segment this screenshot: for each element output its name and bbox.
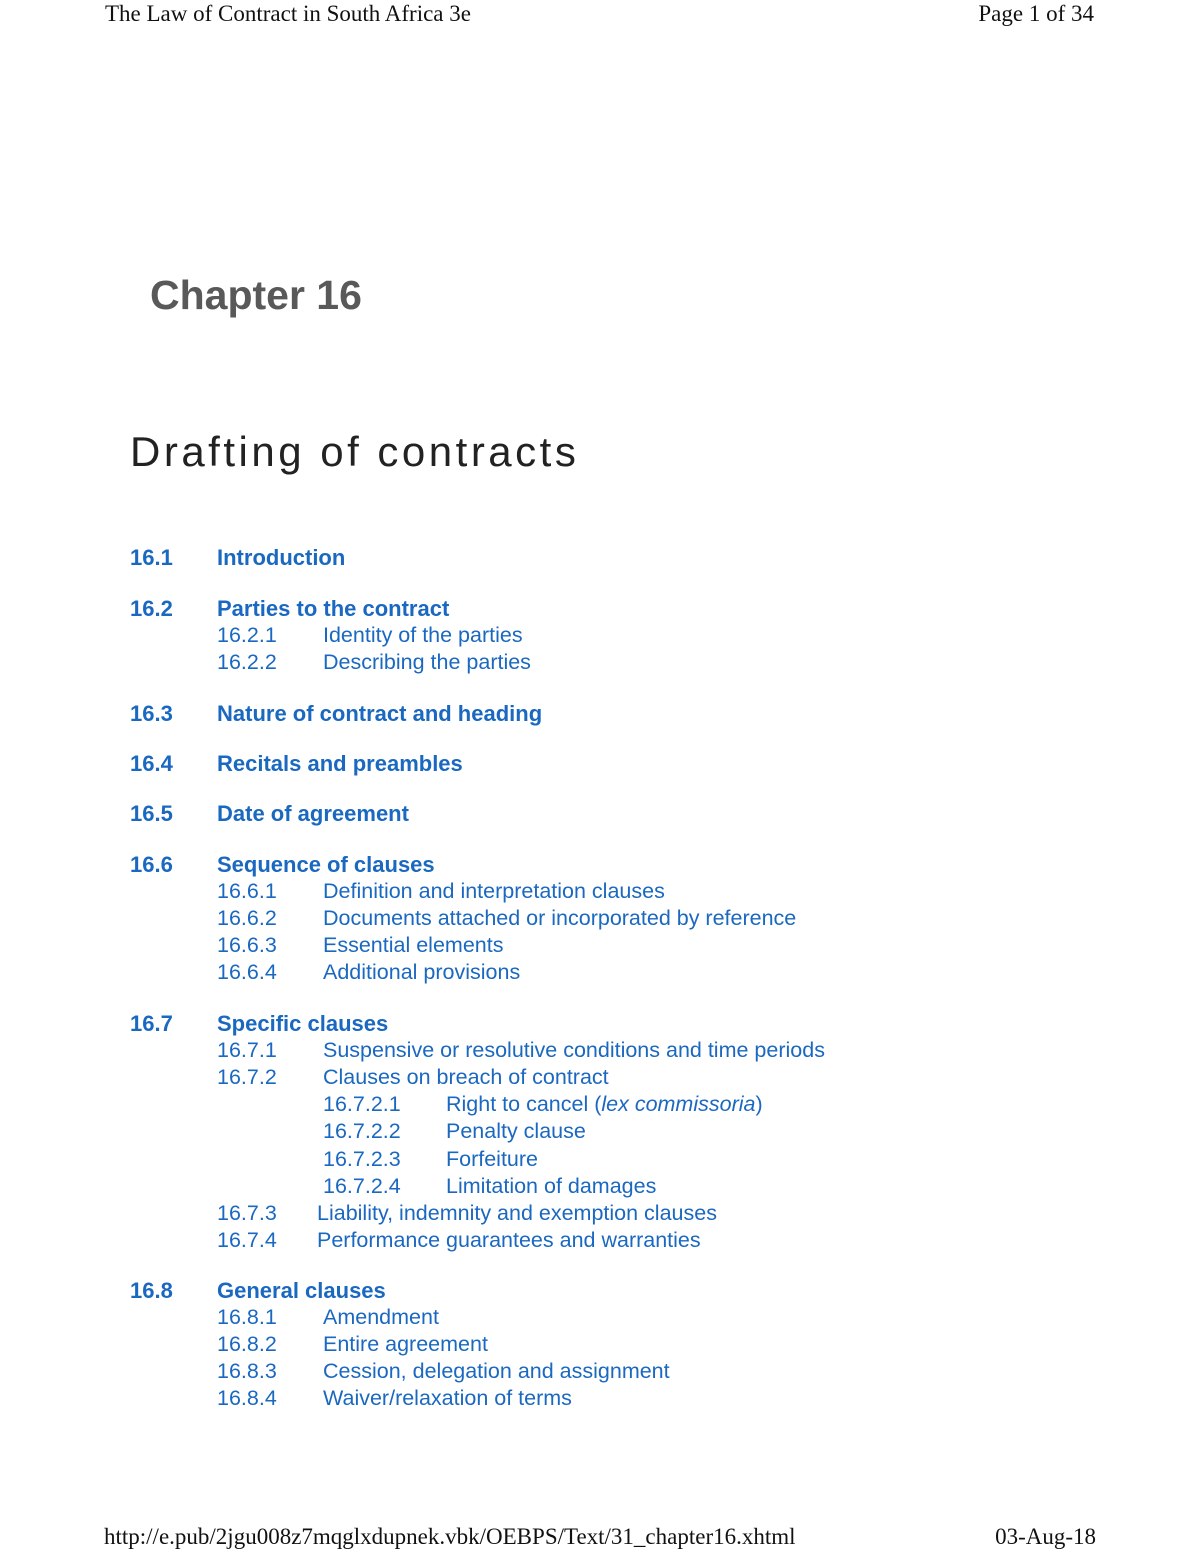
document-header-title: The Law of Contract in South Africa 3e: [105, 1, 471, 26]
toc-label: Documents attached or incorporated by reference: [323, 906, 797, 930]
toc-label: Suspensive or resolutive conditions and time periods: [323, 1038, 825, 1062]
toc-number: 16.6.3: [217, 933, 277, 957]
toc-number: 16.8.3: [217, 1359, 277, 1383]
toc-number: 16.7.2.1: [323, 1092, 401, 1116]
toc-label: Additional provisions: [323, 960, 521, 984]
toc-number: 16.8.2: [217, 1332, 277, 1356]
toc-number: 16.8.1: [217, 1305, 277, 1329]
toc-label: Date of agreement: [217, 801, 409, 826]
toc-label: Entire agreement: [323, 1332, 488, 1356]
toc-label-latin-term: lex commissoria: [601, 1092, 756, 1116]
toc-number: 16.8: [130, 1278, 173, 1303]
toc-label: Nature of contract and heading: [217, 701, 543, 726]
footer-url: http://e.pub/2jgu008z7mqglxdupnek.vbk/OEBPS/Text/31_chapter16.xhtml: [104, 1524, 796, 1549]
toc-label: Cession, delegation and assignment: [323, 1359, 670, 1383]
chapter-title: Drafting of contracts: [130, 428, 580, 475]
toc-label: Parties to the contract: [217, 596, 450, 621]
toc-label: Waiver/relaxation of terms: [323, 1386, 572, 1410]
toc-number: 16.2.1: [217, 623, 277, 647]
toc-label: Limitation of damages: [446, 1174, 657, 1198]
toc-number: 16.6: [130, 852, 173, 877]
toc-number: 16.3: [130, 701, 173, 726]
toc-number: 16.2.2: [217, 650, 277, 674]
toc-number: 16.7.2.3: [323, 1147, 401, 1171]
toc-label: Recitals and preambles: [217, 751, 463, 776]
toc-label-text: ): [755, 1092, 763, 1116]
toc-number: 16.1: [130, 545, 173, 570]
toc-number: 16.8.4: [217, 1386, 277, 1410]
toc-label: Forfeiture: [446, 1147, 539, 1171]
toc-label: Penalty clause: [446, 1119, 586, 1143]
toc-label: Identity of the parties: [323, 623, 523, 647]
footer-date: 03-Aug-18: [995, 1524, 1096, 1549]
toc-number: 16.7.2: [217, 1065, 277, 1089]
toc-number: 16.7.1: [217, 1038, 277, 1062]
toc-number: 16.7.2.4: [323, 1174, 401, 1198]
toc-number: 16.7.4: [217, 1228, 277, 1252]
toc-label: General clauses: [217, 1278, 386, 1303]
chapter-label: Chapter 16: [150, 272, 362, 318]
toc-number: 16.5: [130, 801, 173, 826]
toc-number: 16.6.2: [217, 906, 277, 930]
toc-number: 16.7.2.2: [323, 1119, 401, 1143]
toc-number: 16.6.1: [217, 879, 277, 903]
toc-number: 16.7.3: [217, 1201, 277, 1225]
toc-number: 16.2: [130, 596, 173, 621]
toc-label: Definition and interpretation clauses: [323, 879, 665, 903]
toc-number: 16.6.4: [217, 960, 277, 984]
toc-label: Essential elements: [323, 933, 504, 957]
toc-number: 16.4: [130, 751, 173, 776]
toc-number: 16.7: [130, 1011, 173, 1036]
toc-label: Sequence of clauses: [217, 852, 435, 877]
toc-label: Amendment: [323, 1305, 439, 1329]
toc-label: [446, 1092, 763, 1117]
toc-label-text: Right to cancel (: [446, 1092, 602, 1116]
toc-label: Introduction: [217, 545, 346, 570]
page-number: Page 1 of 34: [978, 1, 1094, 26]
toc-label: Describing the parties: [323, 650, 531, 674]
toc-label: Liability, indemnity and exemption clauses: [317, 1201, 717, 1225]
toc-label: Clauses on breach of contract: [323, 1065, 609, 1089]
toc-label: Performance guarantees and warranties: [317, 1228, 701, 1252]
toc-label: Specific clauses: [217, 1011, 389, 1036]
